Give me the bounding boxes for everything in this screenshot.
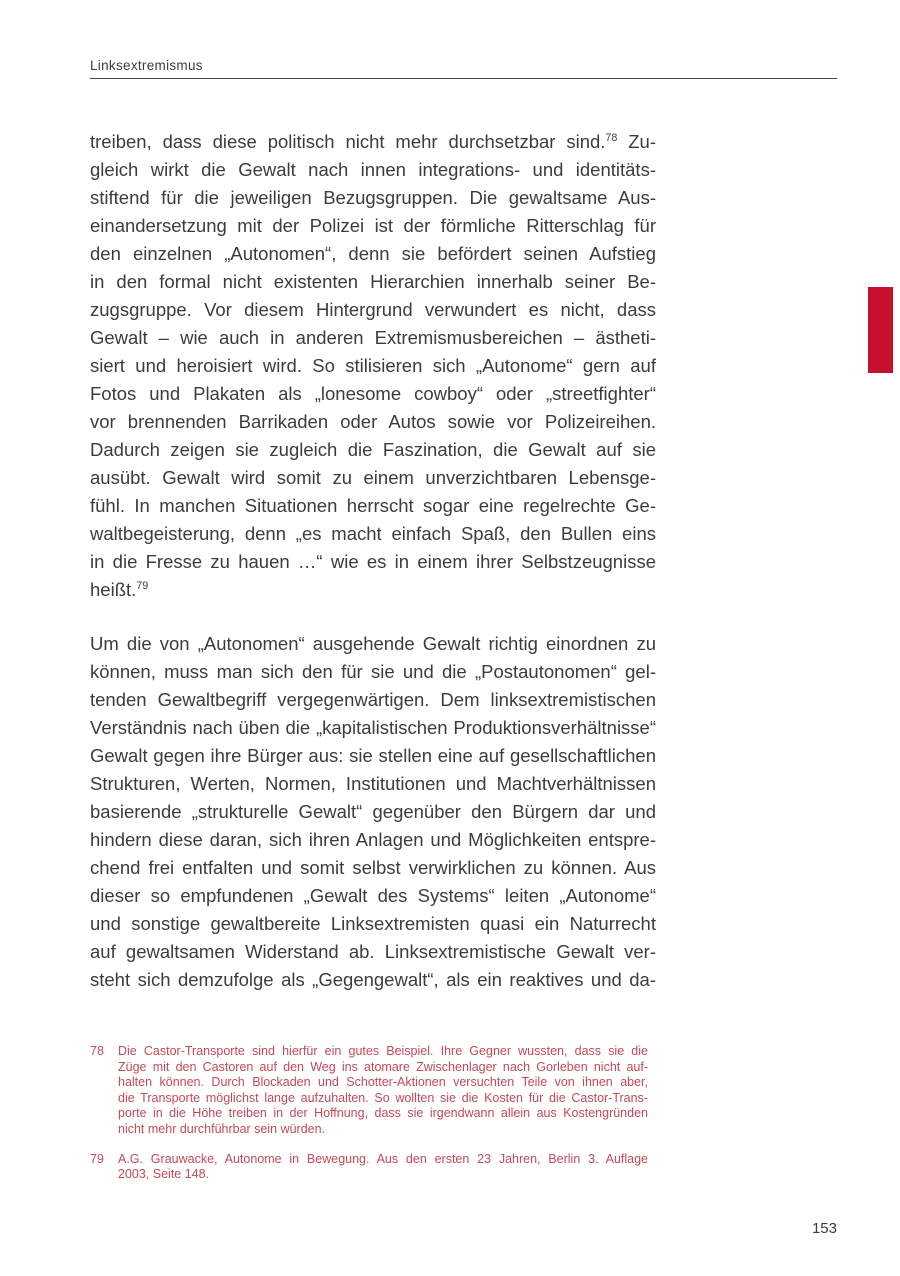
text-line: waltbegeisterung, denn „es macht einfach Spaß, den Bullen eins xyxy=(90,523,656,544)
footnote-line: die Transporte möglichst lange aufzuhalten. So wollten sie die Kosten für die Castor-Trans- xyxy=(118,1090,648,1105)
text-line: siert und heroisiert wird. So stilisieren sich „Autonome“ gern auf xyxy=(90,355,656,376)
text-line: Dadurch zeigen sie zugleich die Faszination, die Gewalt auf sie xyxy=(90,439,656,460)
footnote-line: porte in die Höhe treiben in der Hoffnung, dass sie irgendwann allein aus Kostengründen xyxy=(118,1106,648,1121)
margin-marker xyxy=(868,287,893,373)
footnote-line: Die Castor-Transporte sind hierfür ein gutes Beispiel. Ihre Gegner wussten, dass sie die xyxy=(118,1044,648,1058)
body-text xyxy=(90,128,656,994)
text-line: in die Fresse zu hauen …“ wie es in einem ihrer Selbstzeugnisse xyxy=(90,551,656,572)
paragraph xyxy=(90,128,656,604)
text-line: steht sich demzufolge als „Gegengewalt“, als ein reaktives und da- xyxy=(90,969,656,990)
text-line: basierende „strukturelle Gewalt“ gegenüber den Bürgern dar und xyxy=(90,801,656,822)
footnote-number: 79 xyxy=(90,1151,104,1166)
text-line: Fotos und Plakaten als „lonesome cowboy“ oder „streetfighter“ xyxy=(90,383,656,404)
footnote-text xyxy=(118,1152,648,1183)
page-number: 153 xyxy=(811,1220,837,1237)
text-line: gleich wirkt die Gewalt nach innen integrations- und identitäts- xyxy=(90,159,656,180)
footnote-line: nicht mehr durchführbar sein würden. xyxy=(118,1121,326,1136)
text-line: und sonstige gewaltbereite Linksextremisten quasi ein Naturrecht xyxy=(90,913,656,934)
text-line: Verständnis nach üben die „kapitalistischen Produktionsverhältnisse“ xyxy=(90,717,656,738)
text-line: können, muss man sich den für sie und die „Postautonomen“ gel- xyxy=(90,661,656,682)
text-line: in den formal nicht existenten Hierarchien innerhalb seiner Be- xyxy=(90,271,656,292)
text-line: heißt.$^{79}$ xyxy=(90,579,149,600)
footnote-line: halten können. Durch Blockaden und Schotter-Aktionen versuchten Teile von ihnen aber, xyxy=(118,1075,648,1090)
text-line: den einzelnen „Autonomen“, denn sie befördert seinen Aufstieg xyxy=(90,243,656,264)
text-line: dieser so empfundenen „Gewalt des Systems“ leiten „Autonome“ xyxy=(90,885,656,906)
footnote-line: Züge mit den Castoren auf den Weg ins atomare Zwischenlager nach Gorleben nicht auf- xyxy=(118,1059,648,1074)
footnote-line: A.G. Grauwacke, Autonome in Bewegung. Aus den ersten 23 Jahren, Berlin 3. Auflage xyxy=(118,1151,648,1166)
footnote-reference: 79 xyxy=(136,579,149,592)
text-line: vor brennenden Barrikaden oder Autos sowie vor Polizeireihen. xyxy=(90,411,656,432)
footnote-number: 78 xyxy=(90,1044,104,1058)
text-line: ausübt. Gewalt wird somit zu einem unverzichtbaren Lebensge- xyxy=(90,467,656,488)
paragraph xyxy=(90,630,656,994)
running-header-title: Linksextremismus xyxy=(90,58,203,73)
text-line: treiben, dass diese politisch nicht mehr durchsetzbar sind.$^{78}$ Zu- xyxy=(90,131,656,152)
header-rule xyxy=(90,78,837,79)
text-line: Um die von „Autonomen“ ausgehende Gewalt richtig einordnen zu xyxy=(90,633,656,654)
text-line: hindern diese daran, sich ihren Anlagen und Möglichkeiten entspre- xyxy=(90,829,656,850)
footnote-reference: 78 xyxy=(605,131,618,144)
text-line: zugsgruppe. Vor diesem Hintergrund verwundert es nicht, dass xyxy=(90,299,656,320)
footnote-line: 2003, Seite 148. xyxy=(118,1167,210,1182)
text-line: fühl. In manchen Situationen herrscht sogar eine regelrechte Ge- xyxy=(90,495,656,516)
footnote-text xyxy=(118,1044,648,1138)
text-line: stiftend für die jeweiligen Bezugsgruppen. Die gewaltsame Aus- xyxy=(90,187,656,208)
text-line: Gewalt gegen ihre Bürger aus: sie stellen eine auf gesellschaftlichen xyxy=(90,745,656,766)
text-line: chend frei entfalten und somit selbst verwirklichen zu können. Aus xyxy=(90,857,656,878)
text-line: tenden Gewaltbegriff vergegenwärtigen. Dem linksextremistischen xyxy=(90,689,656,710)
footnote xyxy=(90,1152,650,1183)
text-line: Gewalt – wie auch in anderen Extremismusbereichen – ästheti- xyxy=(90,327,656,348)
text-line: einandersetzung mit der Polizei ist der förmliche Ritterschlag für xyxy=(90,215,656,236)
text-line: auf gewaltsamen Widerstand ab. Linksextremistische Gewalt ver- xyxy=(90,941,656,962)
footnotes xyxy=(90,1044,650,1183)
footnote xyxy=(90,1044,650,1138)
text-line: Strukturen, Werten, Normen, Institutionen und Machtverhältnissen xyxy=(90,773,656,794)
